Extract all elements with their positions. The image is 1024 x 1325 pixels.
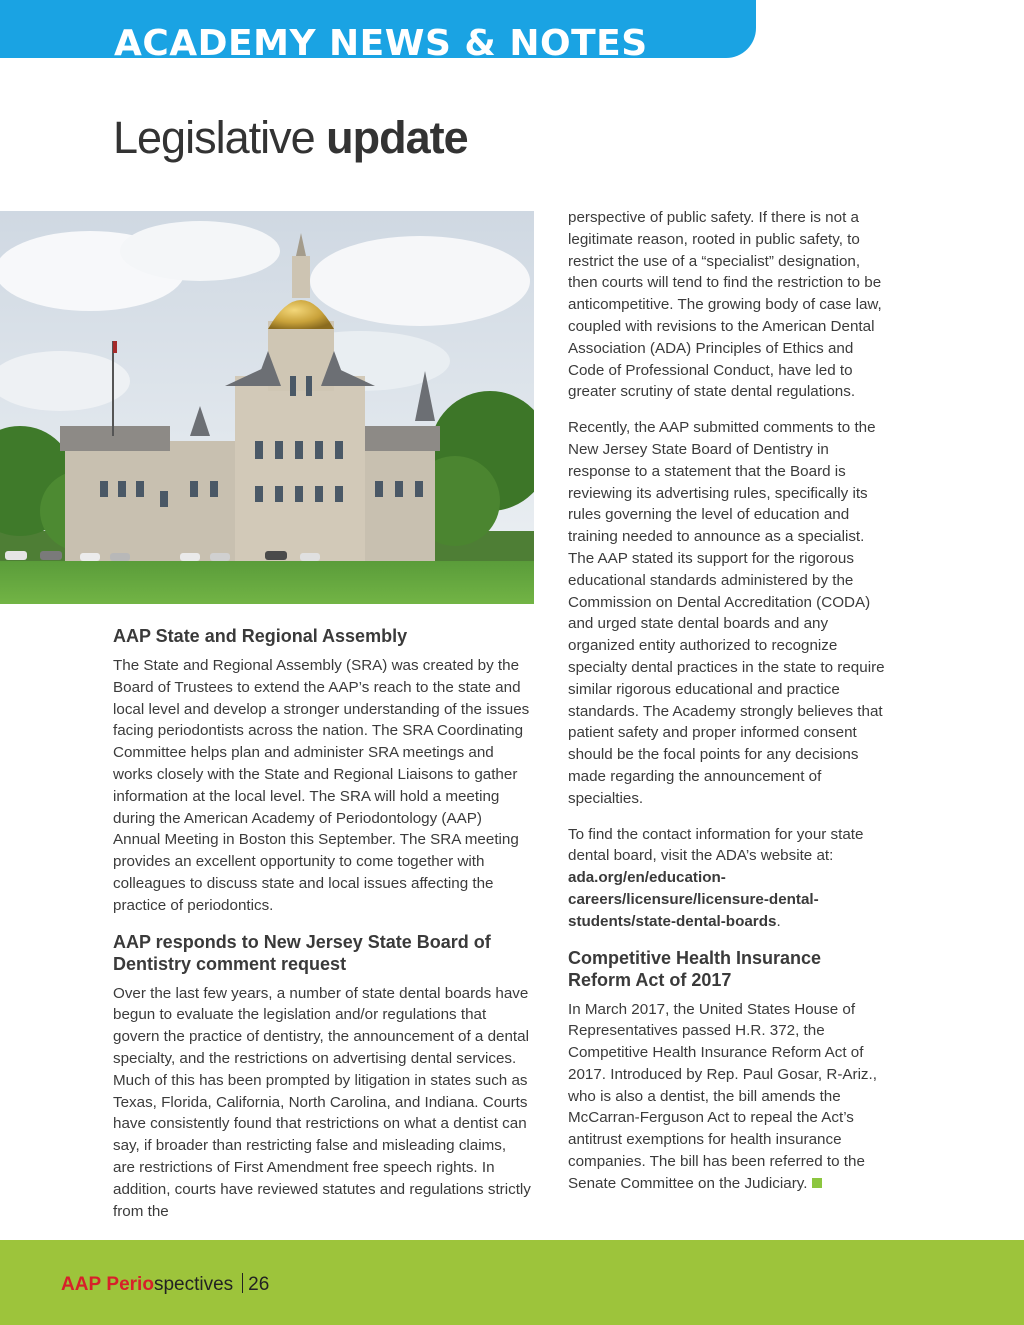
footer-separator [242,1273,243,1293]
page-title [113,112,468,164]
building-wing [60,426,170,451]
brand-perio: Perio [106,1274,154,1295]
recent-body: Recently, the AAP submitted comments to the New Jersey State Board of Dentistry in response to a statement that the Board is reviewing its advertising rules, specifically its rules governing the level of education and training needed to announce as a specialist. The AAP stated its support for the rigorous educational standards administered by the Commission on Dental Accreditation (CODA) and urged state dental boards and any organized entity authorized to recognize specialty dental practices in the state to require similar rigorous educational and practice standards. The Academy strongly believes that patient safety and proper informed consent should be the focal points for any decisions made regarding the announcement of specialties. [568,419,885,807]
nj-body: Over the last few years, a number of state dental boards have begun to evaluate the legislation and/or regulations that govern the practice of dentistry, the announcement of a dental specialty, and the restrictions on advertising dental services. Much of this has been prompted by litigation in states such as Texas, Florida, California, North Carolina, and Indiana. Courts have consistently found that restrictions on what a dentist can say, if broader than restricting false and misleading claims, are restrictions of First Amendment free speech rights. In addition, courts have reviewed statutes and regulations strictly from the [113,984,531,1220]
building-center [235,376,365,561]
chira-paragraph [568,999,886,1195]
left-column [113,625,531,1236]
capitol-building-photo [0,211,534,604]
footer-brand [61,1273,269,1296]
contact-paragraph [568,824,886,933]
right-column [568,207,886,1209]
continued-body: perspective of public safety. If there is not a legitimate reason, rooted in public safety, to restrict the use of a “specialist” designation, then courts will tend to find the restriction to be anticompetitive. The growing body of case law, coupled with revisions to the American Dental Association (ADA) Principles of Ethics and Code of Professional Conduct, have led to greater scrutiny of state dental regulations. [568,209,882,401]
page-title-light: Legislative [113,112,315,163]
cloud [120,221,280,281]
chira-body: In March 2017, the United States House of Representatives passed H.R. 372, the Competitive Health Insurance Reform Act of 2017. Introduced by Rep. Paul Gosar, R-Ariz., who is also a dentist, the bill amends the McCarran-Ferguson Act to repeal the Act’s antitrust exemptions for health insurance companies. The bill has been referred to the Senate Committee on the Judiciary. [568,1000,877,1192]
sra-body: The State and Regional Assembly (SRA) was created by the Board of Trustees to extend the AAP’s reach to the state and local level and develop a stronger understanding of the issues facing periodontists across the nation. The SRA Coordinating Committee helps plan and administer SRA meetings and works closely with the State and Regional Liaisons to gather information at the local level. The SRA will hold a meeting during the American Academy of Periodontology (AAP) Annual Meeting in Boston this September. The SRA meeting provides an excellent opportunity to come together with colleagues to discuss state and local issues affecting the practice of periodontics. [113,657,530,914]
contact-end: . [776,912,781,930]
lawn [0,561,534,604]
cloud [310,236,530,326]
sra-heading: AAP State and Regional Assembly [113,626,408,646]
page-number: 26 [248,1274,270,1295]
brand-spectives: spectives [153,1274,234,1295]
flag [113,341,117,353]
nj-heading: AAP responds to New Jersey State Board of Dentistry comment request [113,931,491,974]
lantern [292,256,310,298]
page-title-bold: update [326,112,468,163]
section-label: ACADEMY NEWS & NOTES [114,23,648,58]
chira-heading: Competitive Health Insurance Reform Act of 2017 [568,947,822,990]
ada-link[interactable]: ada.org/en/education-careers/licensure/licensure-dental-students/state-dental-boards [568,869,819,930]
section-banner [0,0,756,58]
end-of-article-icon [812,1178,822,1188]
footer-bar [0,1240,1024,1325]
brand-aap: AAP [61,1274,102,1295]
contact-intro: To find the contact information for your state dental board, visit the ADA’s website at: [568,825,864,865]
